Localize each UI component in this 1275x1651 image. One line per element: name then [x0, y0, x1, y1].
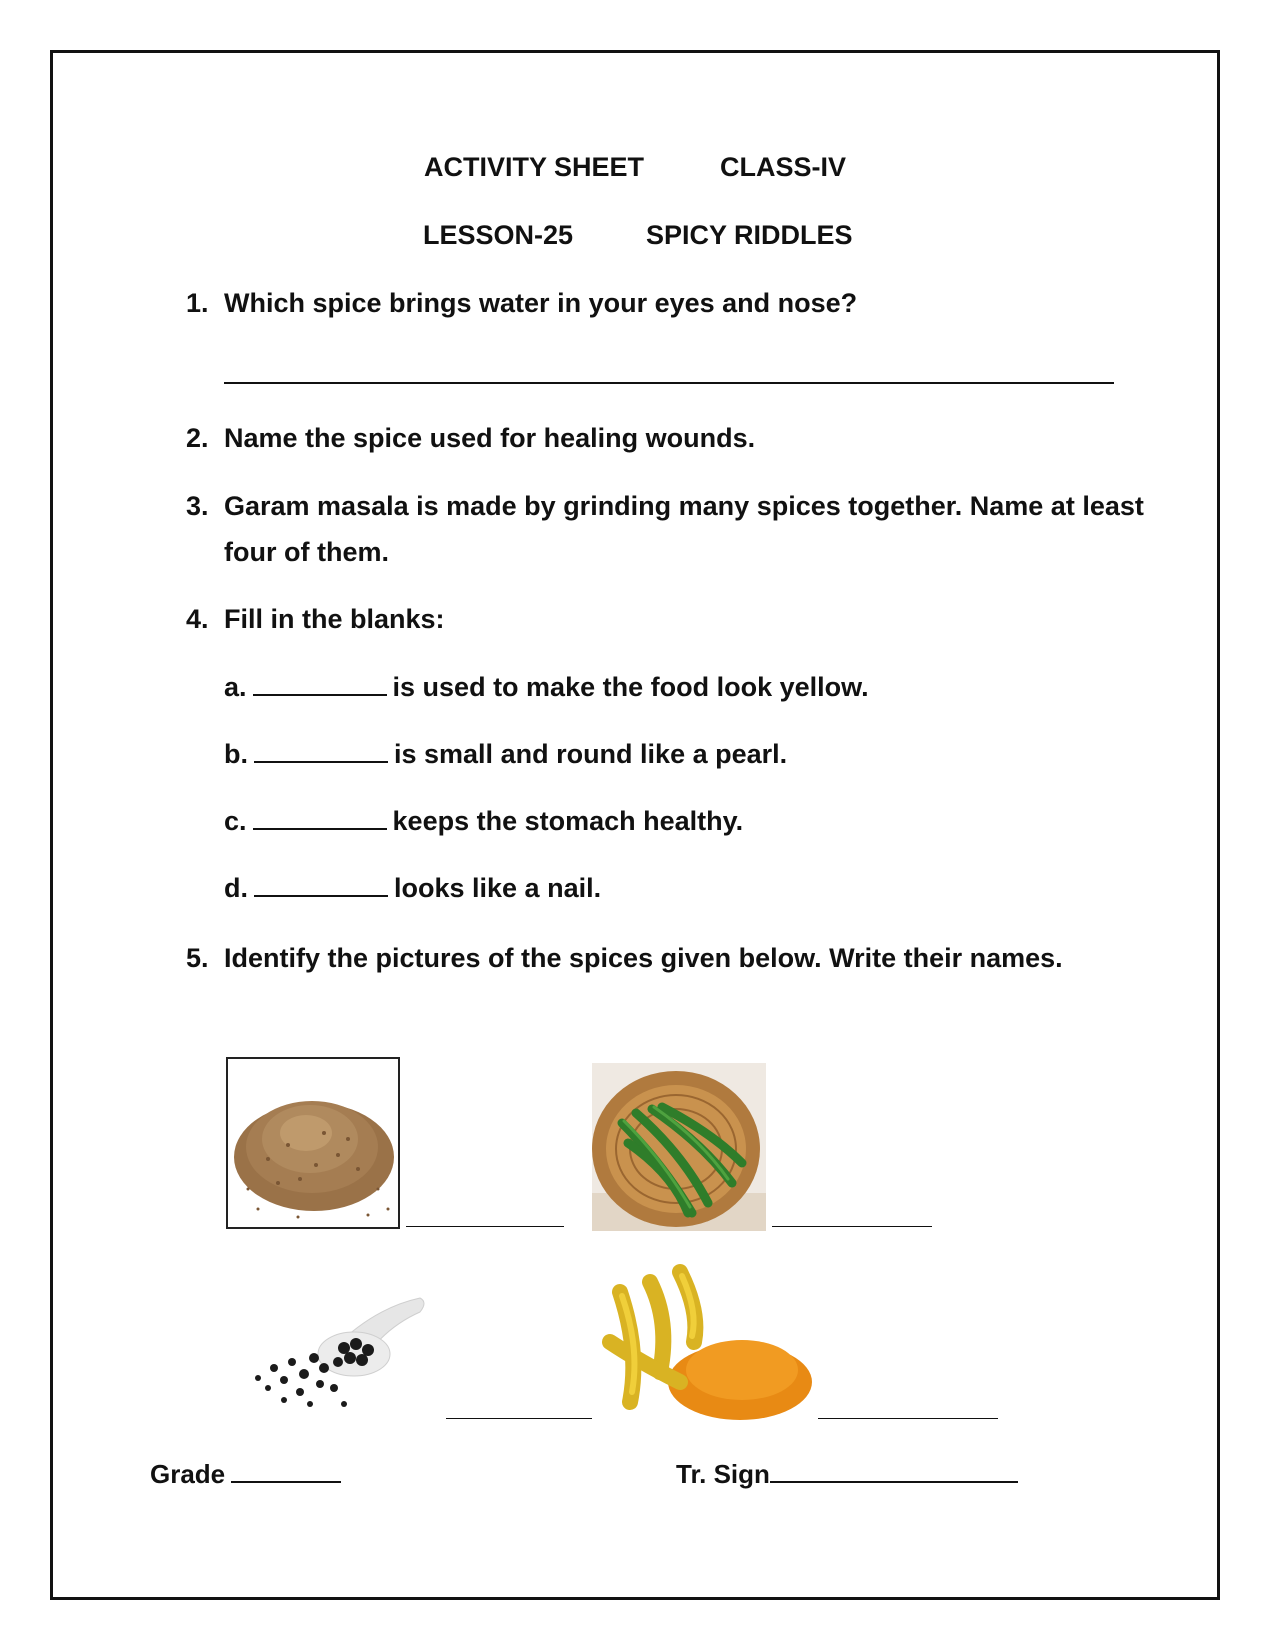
fill-blank-a — [224, 670, 869, 704]
grade-label: Grade — [150, 1459, 226, 1489]
blank-line[interactable] — [254, 739, 388, 763]
fill-blank-b — [224, 737, 787, 771]
blank-line[interactable] — [254, 873, 388, 897]
blank-letter: b. — [224, 739, 248, 769]
question-text: Fill in the blanks: — [224, 604, 445, 634]
green-chillies-basket-image — [592, 1063, 766, 1231]
teacher-sign-label: Tr. Sign — [676, 1459, 770, 1489]
lesson-label: LESSON-25 — [423, 220, 574, 250]
question-number: 1. — [186, 288, 209, 318]
blank-text: is used to make the food look yellow. — [392, 672, 869, 702]
question-text: Identify the pictures of the spices given below. Write their names. — [224, 943, 1063, 973]
question-text: Name the spice used for healing wounds. — [224, 423, 756, 453]
question-5 — [186, 935, 1146, 981]
answer-line-picture-3[interactable] — [446, 1418, 592, 1419]
blank-letter: d. — [224, 873, 248, 903]
blank-text: is small and round like a pearl. — [394, 739, 788, 769]
ajwain-seeds-image — [226, 1057, 400, 1229]
answer-line-picture-1[interactable] — [406, 1226, 564, 1227]
activity-sheet-title: ACTIVITY SHEET — [424, 152, 645, 182]
question-number: 3. — [186, 491, 209, 521]
fill-blank-c — [224, 804, 743, 838]
answer-line-picture-4[interactable] — [818, 1418, 998, 1419]
question-number: 2. — [186, 423, 209, 453]
lesson-topic: SPICY RIDDLES — [646, 220, 853, 250]
question-1 — [186, 280, 1146, 326]
blank-line[interactable] — [253, 672, 387, 696]
question-text: Which spice brings water in your eyes and nose? — [224, 288, 858, 318]
answer-line-1[interactable] — [224, 382, 1114, 384]
question-2 — [186, 415, 1146, 461]
question-3 — [186, 483, 1146, 575]
question-number: 5. — [186, 943, 209, 973]
fill-blank-d — [224, 871, 601, 905]
teacher-sign-line[interactable] — [770, 1459, 1018, 1483]
question-4 — [186, 596, 1146, 642]
grade-field — [150, 1458, 341, 1490]
answer-line-picture-2[interactable] — [772, 1226, 932, 1227]
turmeric-image — [600, 1262, 812, 1422]
teacher-sign-field — [676, 1458, 1018, 1490]
class-label: CLASS-IV — [720, 152, 847, 182]
blank-letter: c. — [224, 806, 247, 836]
blank-line[interactable] — [253, 806, 387, 830]
question-text: Garam masala is made by grinding many spices together. Name at least four of them. — [224, 491, 1144, 567]
black-pepper-spoon-image — [244, 1288, 428, 1420]
blank-text: looks like a nail. — [394, 873, 602, 903]
question-number: 4. — [186, 604, 209, 634]
blank-text: keeps the stomach healthy. — [392, 806, 744, 836]
grade-line[interactable] — [231, 1459, 341, 1483]
blank-letter: a. — [224, 672, 247, 702]
